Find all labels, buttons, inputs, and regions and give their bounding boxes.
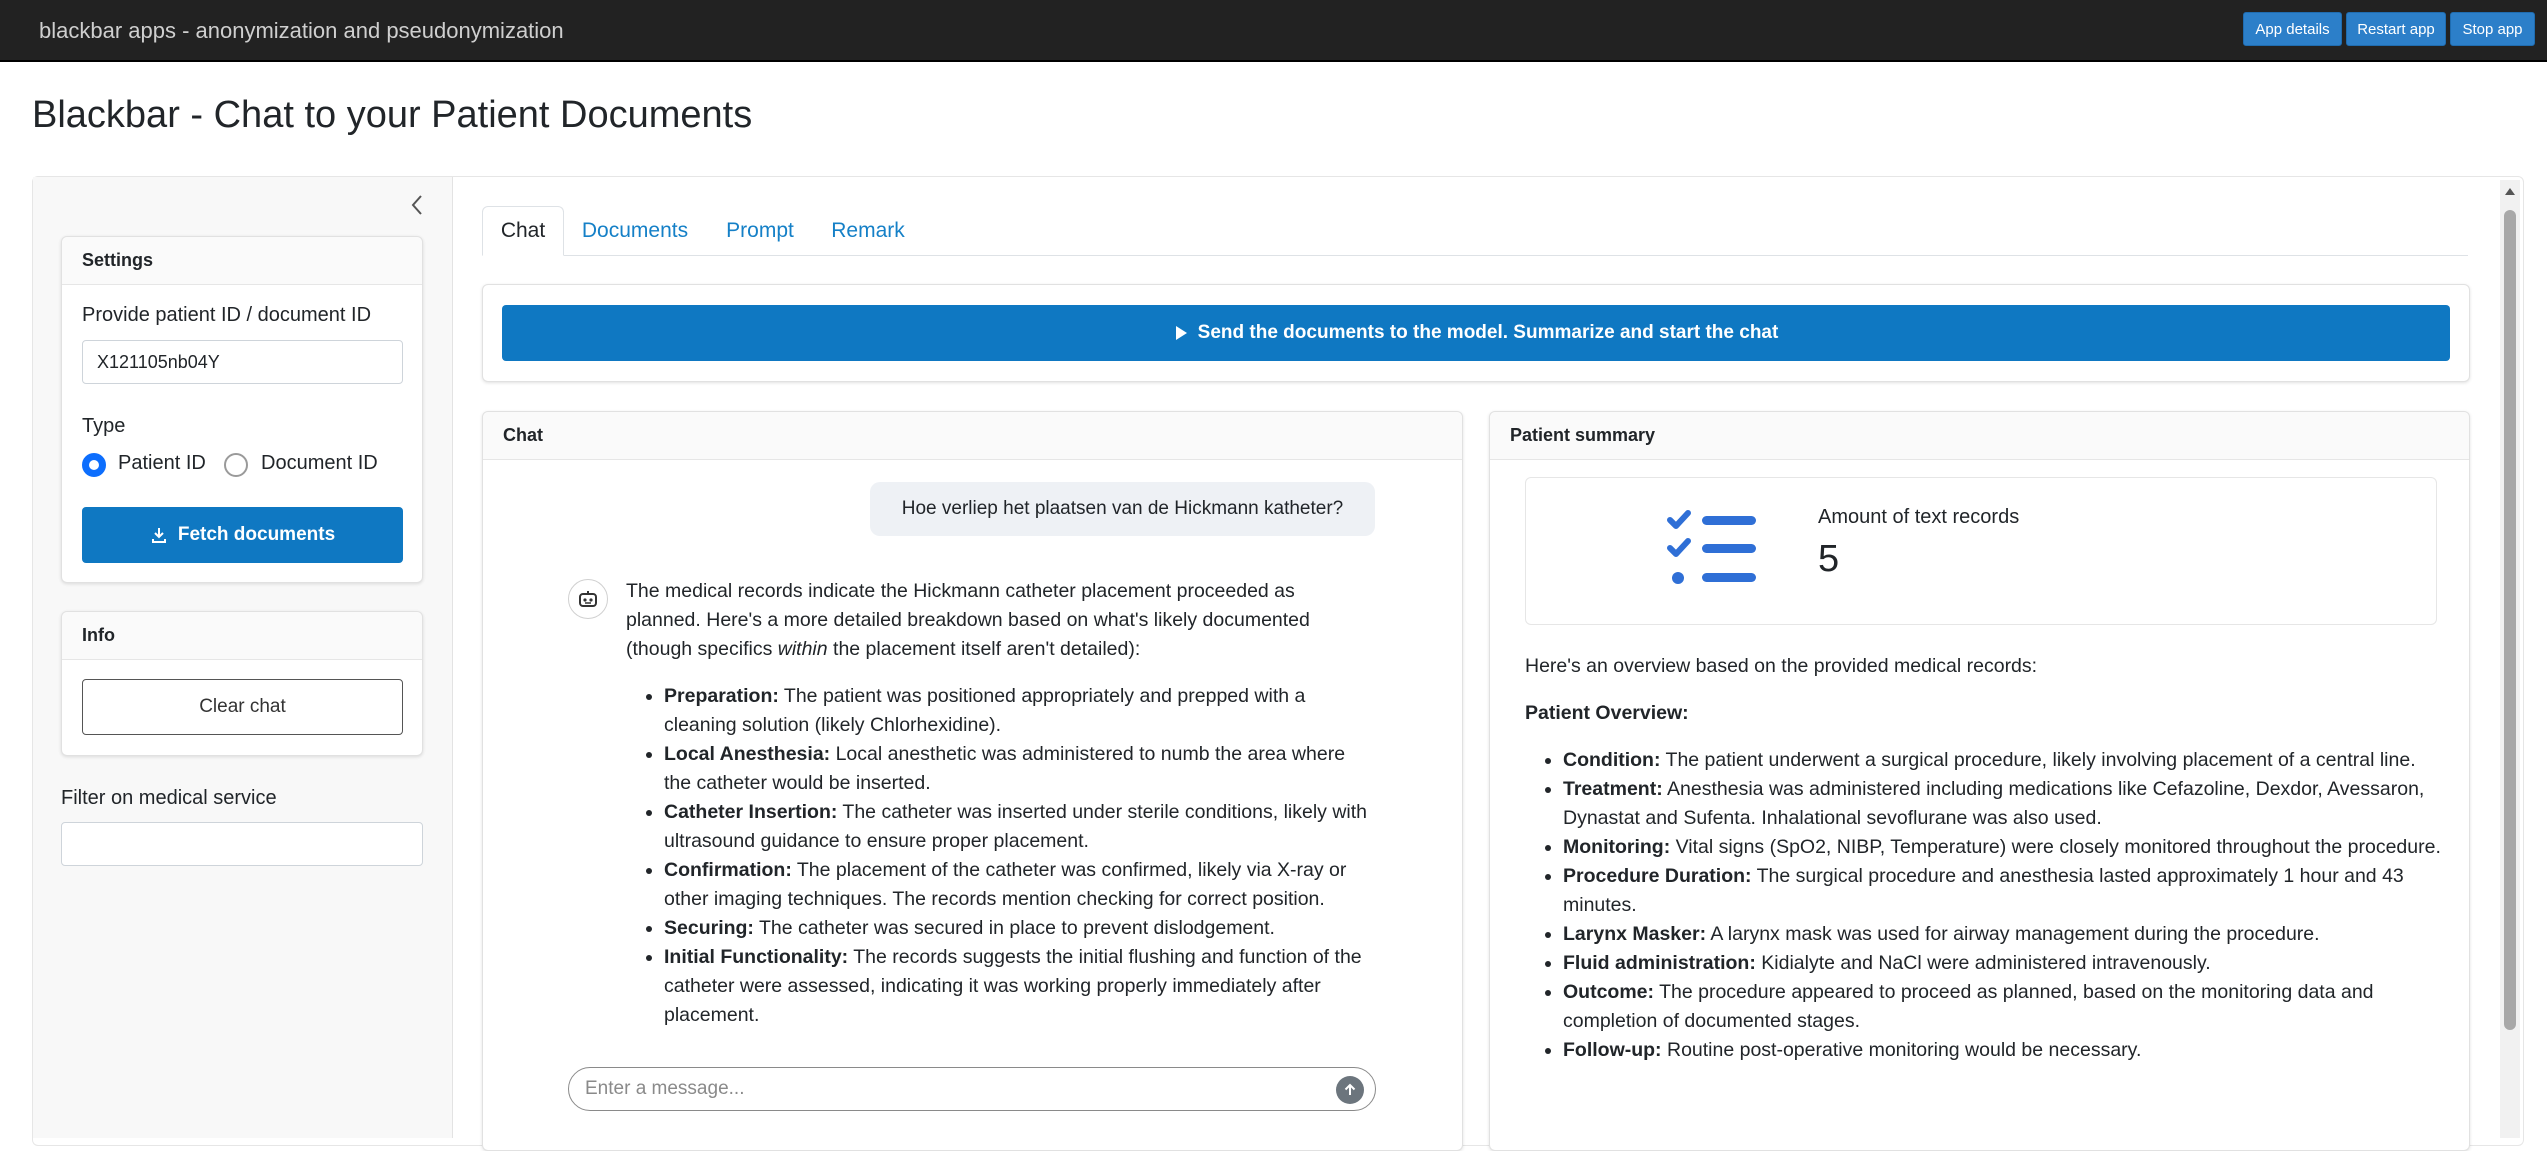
- page-title: Blackbar - Chat to your Patient Documents: [32, 94, 753, 136]
- app-details-button[interactable]: App details: [2243, 12, 2342, 46]
- summary-intro: Here's an overview based on the provided medical records:: [1525, 655, 2038, 677]
- play-icon: [1174, 325, 1188, 341]
- bot-list-item: • Preparation: The patient was positioned appropriately and prepped with a cleaning solution (likely Chlorhexidine).: [664, 682, 1371, 740]
- message-input[interactable]: Enter a message...: [568, 1067, 1376, 1111]
- bot-list: [626, 682, 1371, 1030]
- bot-list-item: • Catheter Insertion: The catheter was inserted under sterile conditions, likely with ultrasound guidance to ensure proper placement.: [664, 798, 1371, 856]
- radio-patient-id-label: Patient ID: [118, 452, 206, 474]
- tab-documents[interactable]: Documents: [581, 219, 689, 242]
- filter-label: Filter on medical service: [61, 787, 277, 809]
- patient-id-label: Provide patient ID / document ID: [82, 304, 372, 326]
- summary-list-item: • Condition: The patient underwent a surgical procedure, likely involving placement of a central line.: [1563, 746, 2445, 775]
- tab-remark[interactable]: Remark: [831, 219, 905, 242]
- bot-list-item: • Local Anesthesia: Local anesthetic was administered to numb the area where the catheter would be inserted.: [664, 740, 1371, 798]
- send-documents-label: Send the documents to the model. Summarize and start the chat: [1197, 322, 1779, 343]
- summary-list: [1525, 746, 2445, 1065]
- summary-list-item: • Outcome: The procedure appeared to proceed as planned, based on the monitoring data and completion of documented stages.: [1563, 978, 2445, 1036]
- summary-list-item: • Treatment: Anesthesia was administered including medications like Cefazoline, Dexdor, Avessaron, Dynastat and Sufenta. Inhalational sevoflurane was also used.: [1563, 775, 2445, 833]
- fetch-documents-button[interactable]: [82, 507, 403, 563]
- tab-chat[interactable]: Chat: [482, 206, 564, 256]
- filter-medical-service-input[interactable]: [61, 822, 423, 866]
- tab-prompt[interactable]: Prompt: [726, 219, 794, 242]
- type-label: Type: [82, 415, 126, 437]
- bot-list-item: • Initial Functionality: The records suggests the initial flushing and function of the catheter were assessed, indicating it was working properly immediately after placement.: [664, 943, 1371, 1030]
- stop-app-button[interactable]: Stop app: [2450, 12, 2535, 46]
- patient-summary-header: Patient summary: [1490, 412, 2469, 460]
- radio-patient-id[interactable]: [82, 453, 106, 477]
- summary-list-item: • Larynx Masker: A larynx mask was used for airway management during the procedure.: [1563, 920, 2445, 949]
- summary-overview-title: Patient Overview:: [1525, 702, 1689, 724]
- user-message: Hoe verliep het plaatsen van de Hickmann katheter?: [870, 482, 1375, 536]
- info-header: Info: [62, 612, 422, 660]
- collapse-sidebar-icon[interactable]: [405, 190, 429, 220]
- send-documents-button[interactable]: [502, 305, 2450, 361]
- summary-list-item: • Monitoring: Vital signs (SpO2, NIBP, Temperature) were closely monitored throughout the procedure.: [1563, 833, 2445, 862]
- radio-document-id-label: Document ID: [261, 452, 378, 474]
- app-suite-title: blackbar apps - anonymization and pseudonymization: [39, 18, 564, 43]
- value-box-value: 5: [1818, 538, 1840, 580]
- bot-list-item: • Securing: The catheter was secured in place to prevent dislodgement.: [664, 914, 1371, 943]
- download-icon: [150, 526, 168, 544]
- checklist-icon: [1666, 510, 1762, 594]
- bot-list-item: • Confirmation: The placement of the catheter was confirmed, likely via X-ray or other imaging techniques. The records mention checking for correct position.: [664, 856, 1371, 914]
- restart-app-button[interactable]: Restart app: [2346, 12, 2446, 46]
- send-message-icon[interactable]: [1336, 1076, 1364, 1104]
- fetch-documents-label: Fetch documents: [177, 524, 336, 545]
- bot-message: [626, 577, 1371, 1030]
- summary-text: [1525, 652, 2445, 1065]
- clear-chat-button[interactable]: Clear chat: [82, 679, 403, 735]
- robot-icon: [568, 579, 608, 619]
- settings-header: Settings: [62, 237, 422, 285]
- chat-header: Chat: [483, 412, 1462, 460]
- summary-list-item: • Fluid administration: Kidialyte and NaCl were administered intravenously.: [1563, 949, 2445, 978]
- main-scrollbar-thumb[interactable]: [2504, 210, 2516, 1030]
- value-box: [1525, 477, 2437, 625]
- value-box-label: Amount of text records: [1818, 506, 2020, 528]
- bot-intro: The medical records indicate the Hickmann catheter placement proceeded as planned. Here's a more detailed breakdown based on what's likely documented (though specifics within the placement itself aren't detailed):: [626, 580, 1310, 660]
- summary-list-item: • Follow-up: Routine post-operative monitoring would be necessary.: [1563, 1036, 2445, 1065]
- scroll-up-icon[interactable]: [2504, 186, 2516, 196]
- radio-document-id[interactable]: [224, 453, 248, 477]
- summary-list-item: • Procedure Duration: The surgical procedure and anesthesia lasted approximately 1 hour and 43 minutes.: [1563, 862, 2445, 920]
- patient-id-input[interactable]: X121105nb04Y: [82, 340, 403, 384]
- top-navbar: [0, 0, 2547, 62]
